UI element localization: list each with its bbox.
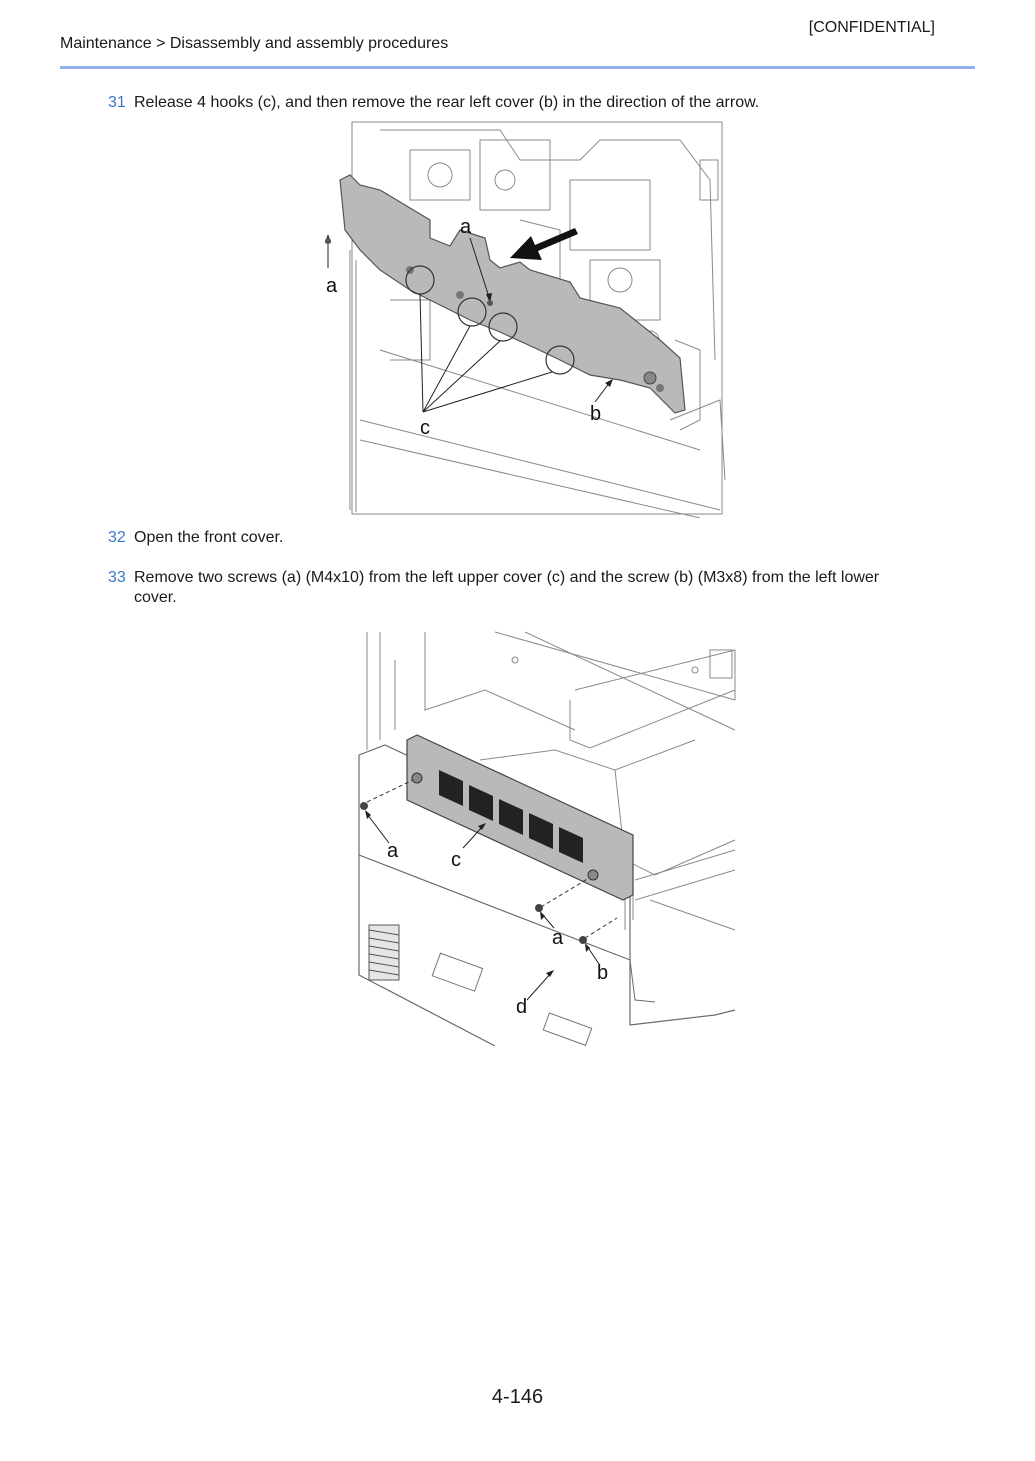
callout-b: b — [597, 962, 609, 984]
step-33 — [108, 568, 948, 608]
step-text: Open the front cover. — [134, 529, 284, 546]
figure-rear-left-cover — [320, 120, 730, 518]
callout-d: d — [516, 996, 528, 1018]
step-number: 31 — [108, 94, 126, 111]
callout-b: b — [590, 403, 602, 425]
callout-c: c — [451, 849, 461, 871]
step-number: 33 — [108, 569, 126, 586]
step-number: 32 — [108, 529, 126, 546]
step-32 — [108, 528, 948, 548]
callout-a-left: a — [387, 840, 399, 862]
step-text-continued: cover. — [134, 589, 177, 606]
callout-c: c — [420, 417, 430, 439]
step-text: Release 4 hooks (c), and then remove the rear left cover (b) in the direction of the arrow. — [134, 94, 760, 111]
callout-a-right: a — [552, 927, 564, 949]
callout-a-top: a — [460, 216, 472, 238]
confidential-label: [CONFIDENTIAL] — [808, 19, 935, 36]
breadcrumb: Maintenance > Disassembly and assembly procedures — [60, 35, 449, 52]
callout-a-left: a — [326, 275, 338, 297]
page-number: 4-146 — [491, 1386, 544, 1408]
step-text: Remove two screws (a) (M4x10) from the left upper cover (c) and the screw (b) (M3x8) from the left lower — [134, 569, 880, 586]
step-31 — [108, 93, 948, 113]
figure-left-covers — [355, 630, 737, 1046]
header-rule — [60, 66, 975, 69]
